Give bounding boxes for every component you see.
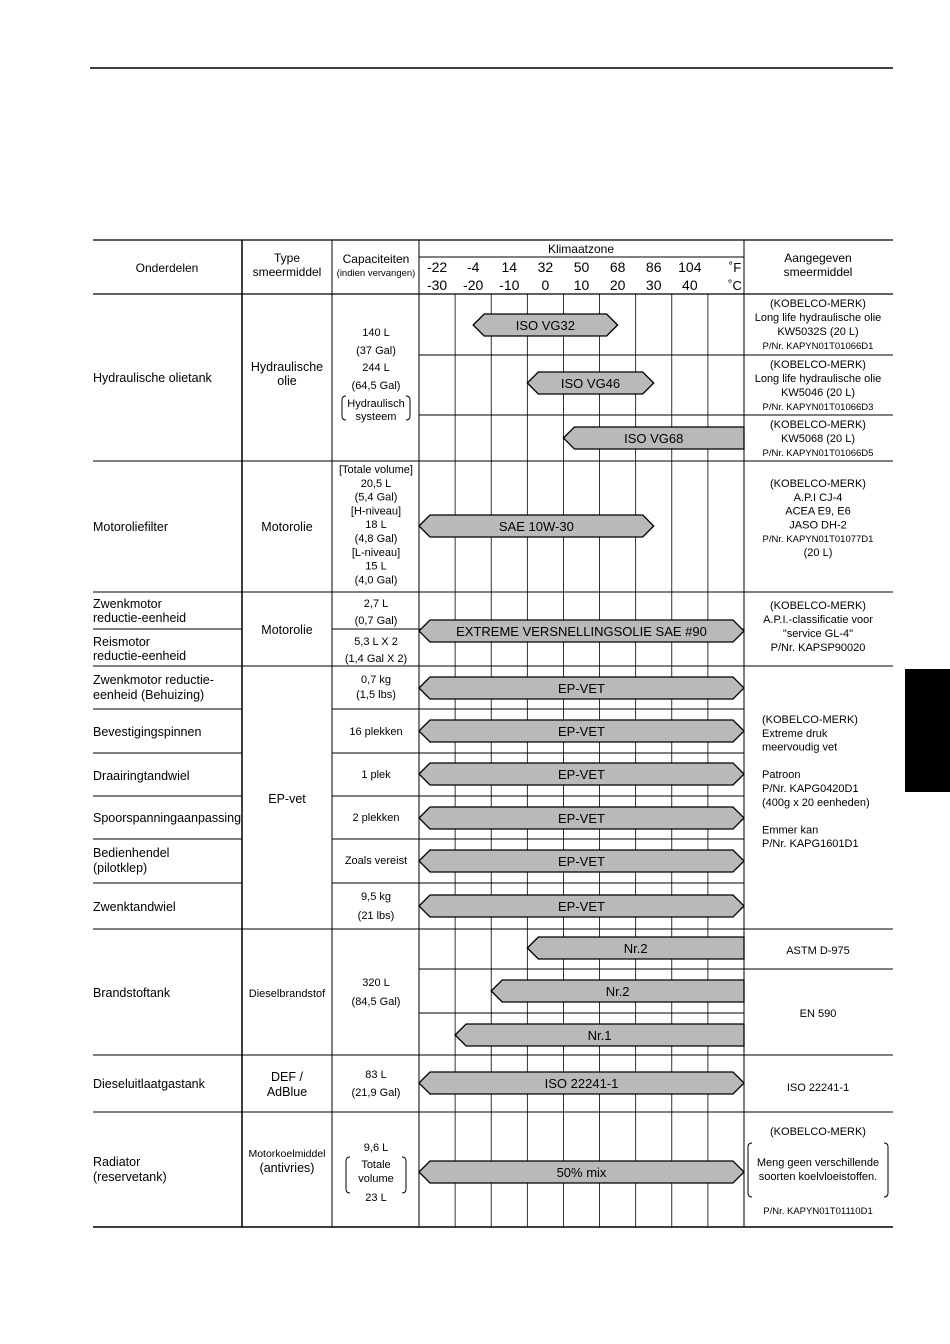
- svg-text:(37 Gal): (37 Gal): [356, 345, 396, 357]
- tick-celsius: -10: [499, 277, 520, 293]
- svg-text:(KOBELCO-MERK): (KOBELCO-MERK): [770, 359, 866, 371]
- svg-text:0,7 kg: 0,7 kg: [361, 674, 391, 686]
- capacity-line: (5,4 Gal): [354, 491, 398, 504]
- bracket-right: [406, 396, 410, 420]
- part-hydraulische-olietank: Hydraulische olietank: [93, 371, 212, 385]
- spec-en590: EN 590: [799, 1008, 837, 1020]
- svg-text:Long life hydraulische olie: Long life hydraulische olie: [754, 373, 882, 385]
- capacity-line: 18 L: [365, 519, 387, 532]
- bar-label: EP-VET: [558, 899, 605, 914]
- svg-text:83 L: 83 L: [365, 1069, 387, 1081]
- tick-fahrenheit: -4: [466, 259, 480, 275]
- svg-text:KW5068 (20 L): KW5068 (20 L): [781, 433, 855, 445]
- bar-label: ISO VG46: [560, 376, 621, 391]
- capacity-radiator: [358, 1142, 393, 1204]
- type-motorolie-gear: Motorolie: [261, 623, 313, 637]
- tick-celsius: 0: [541, 277, 550, 293]
- svg-text:P/Nr. KAPSP90020: P/Nr. KAPSP90020: [770, 642, 866, 654]
- bar-label: EP-VET: [558, 767, 605, 782]
- bar-label: Nr.2: [623, 941, 648, 956]
- temp-range-bar: [563, 427, 744, 449]
- spec-line: P/Nr. KAPYN01T01077D1: [762, 534, 874, 546]
- tick-fahrenheit: 86: [645, 259, 662, 275]
- capacity-motor-oil: [339, 464, 413, 586]
- svg-text:P/Nr. KAPYN01T01066D5: P/Nr. KAPYN01T01066D5: [762, 448, 874, 459]
- svg-text:volume: volume: [358, 1173, 394, 1185]
- type-motorolie: Motorolie: [261, 520, 313, 534]
- spec-line: (400g x 20 eenheden): [762, 796, 870, 809]
- spec-line: (KOBELCO-MERK): [762, 714, 858, 726]
- svg-text:A.P.I.-classificatie voor: A.P.I.-classificatie voor: [763, 614, 873, 626]
- svg-text:Hydraulischsysteem: Hydraulisch systeem: [347, 398, 405, 423]
- bar-label: ISO 22241-1: [544, 1076, 619, 1091]
- temp-range-bar: [527, 372, 653, 394]
- temp-range-bar: [419, 807, 744, 829]
- spec-line: Emmer kan: [762, 824, 819, 837]
- capacity-line: [H-niveau]: [350, 505, 402, 518]
- spec-astm: ASTM D-975: [786, 945, 850, 957]
- svg-text:(1,4 Gal X 2): (1,4 Gal X 2): [344, 653, 408, 665]
- svg-text:soorten koelvloeistoffen.: soorten koelvloeistoffen.: [758, 1171, 878, 1183]
- spec-radiator-note: [757, 1157, 879, 1183]
- svg-text:2 plekken: 2 plekken: [352, 812, 400, 824]
- svg-text:16 plekken: 16 plekken: [349, 726, 403, 738]
- temp-range-bar: [419, 515, 654, 537]
- header-capaciteiten-sub: (indien vervangen): [336, 268, 416, 279]
- svg-text:(21 lbs): (21 lbs): [357, 910, 395, 922]
- svg-text:(64,5 Gal): (64,5 Gal): [351, 380, 401, 392]
- capacity-gear: [345, 598, 407, 665]
- svg-text:Totale: Totale: [361, 1159, 391, 1171]
- capacity-fuel: [352, 977, 401, 1008]
- temp-range-bar: [419, 720, 744, 742]
- capacity-line: 20,5 L: [360, 477, 392, 490]
- svg-text:(0,7 Gal): (0,7 Gal): [354, 615, 398, 627]
- temp-range-bar: [419, 895, 744, 917]
- svg-text:KW5032S (20 L): KW5032S (20 L): [777, 326, 859, 338]
- svg-text:Zwenkmotorreductie-eenheid: Zwenkmotor reductie-eenheid: [93, 597, 187, 625]
- bar-label: Nr.1: [587, 1028, 612, 1043]
- capacity-line: [Totale volume]: [339, 464, 413, 476]
- spec-hydraulic: [755, 298, 882, 459]
- svg-text:320 L: 320 L: [362, 977, 390, 989]
- part-zwenkmotor-behuizing: Zwenkmotor reductie-eenheid (Behuizing): [93, 673, 214, 702]
- part-motoroliefilter: Motoroliefilter: [93, 520, 169, 534]
- part-bevestigingspinnen: Bevestigingspinnen: [93, 725, 202, 739]
- part-dieseluitlaatgastank: Dieseluitlaatgastank: [93, 1077, 205, 1091]
- spec-line: JASO DH-2: [789, 519, 847, 532]
- bar-label: 50% mix: [556, 1165, 607, 1180]
- temp-range-bar: [419, 620, 744, 642]
- bar-label: ISO VG68: [624, 431, 684, 446]
- tick-celsius: -20: [463, 277, 484, 293]
- svg-text:5,3 L X 2: 5,3 L X 2: [354, 636, 398, 648]
- svg-text:(21,9 Gal): (21,9 Gal): [351, 1087, 401, 1099]
- temp-range-bar: [419, 850, 744, 872]
- capacity-line: (4,0 Gal): [354, 574, 398, 587]
- unit-celsius: ˚C: [728, 278, 742, 293]
- temperature-scale: [427, 259, 702, 293]
- bar-label: ISO VG32: [515, 318, 576, 333]
- svg-text:(1,5 lbs): (1,5 lbs): [356, 689, 396, 701]
- temp-range-bar: [419, 763, 744, 785]
- spec-line: (20 L): [803, 547, 833, 559]
- bracket-left: [342, 396, 346, 420]
- header-onderdelen: Onderdelen: [135, 261, 199, 275]
- svg-text:2,7 L: 2,7 L: [363, 598, 389, 610]
- svg-text:P/Nr. KAPYN01T01066D1: P/Nr. KAPYN01T01066D1: [762, 341, 874, 352]
- temp-range-bar: [419, 1072, 744, 1094]
- tick-celsius: -30: [426, 277, 448, 293]
- bracket-left-spec: [748, 1143, 752, 1197]
- tick-fahrenheit: 68: [609, 259, 626, 275]
- part-reismotor-reductie: [93, 635, 186, 663]
- svg-text:(KOBELCO-MERK): (KOBELCO-MERK): [770, 298, 866, 310]
- tick-celsius: 30: [645, 277, 662, 293]
- svg-text:"service GL-4": "service GL-4": [782, 628, 854, 640]
- svg-text:23 L: 23 L: [365, 1192, 387, 1204]
- temp-range-bar: [419, 677, 744, 699]
- header-capaciteiten: Capaciteiten: [342, 252, 410, 266]
- capacity-line: [L-niveau]: [351, 546, 401, 559]
- tick-celsius: 40: [682, 277, 698, 293]
- svg-text:P/Nr. KAPYN01T01066D3: P/Nr. KAPYN01T01066D3: [762, 402, 874, 413]
- svg-text:9,6 L: 9,6 L: [363, 1142, 389, 1154]
- header-type: Type smeermiddel: [252, 251, 322, 279]
- part-zwenktandwiel: Zwenktandwiel: [93, 900, 176, 914]
- tick-celsius: 10: [573, 277, 590, 293]
- spec-ep-vet: [762, 714, 870, 850]
- bracket-right-spec: [884, 1143, 888, 1197]
- svg-text:9,5 kg: 9,5 kg: [361, 891, 391, 903]
- bar-label: EP-VET: [558, 681, 605, 696]
- tick-celsius: 20: [609, 277, 626, 293]
- bar-label: EP-VET: [558, 724, 605, 739]
- svg-text:140 L: 140 L: [362, 327, 390, 339]
- spec-gear: [763, 600, 873, 654]
- capacity-def: [352, 1069, 401, 1099]
- capacity-hydraulic: [347, 327, 404, 423]
- tick-fahrenheit: -22: [426, 259, 448, 275]
- spec-line: (KOBELCO-MERK): [770, 478, 866, 490]
- type-def-adblue: DEF / AdBlue: [266, 1070, 308, 1099]
- type-motorkoelmiddel: Motorkoelmiddel (antivries): [248, 1148, 326, 1175]
- type-hydraulische-olie: Hydraulische olie: [250, 360, 324, 388]
- tick-fahrenheit: 104: [678, 259, 702, 275]
- tick-fahrenheit: 32: [537, 259, 554, 275]
- unit-fahrenheit: ˚F: [728, 260, 742, 275]
- table-header: [136, 242, 853, 279]
- spec-line: meervoudig vet: [762, 741, 838, 754]
- svg-text:Reismotorreductie-eenheid: Reismotor reductie-eenheid: [93, 635, 187, 663]
- bracket-right-rad: [402, 1157, 406, 1193]
- part-bedienhendel: Bedienhendel (pilotklep): [93, 846, 170, 875]
- temp-range-bar: [473, 314, 617, 336]
- svg-text:KW5046 (20 L): KW5046 (20 L): [781, 387, 855, 399]
- type-dieselbrandstof: Dieselbrandstof: [248, 988, 326, 1000]
- spec-motor-oil: [763, 478, 874, 559]
- header-klimaatzone: Klimaatzone: [547, 242, 615, 256]
- capacity-line: (4,8 Gal): [354, 533, 398, 545]
- bracket-left-rad: [346, 1157, 350, 1193]
- section-thumb-tab: [905, 669, 950, 792]
- spec-kobelco-radiator: (KOBELCO-MERK): [770, 1126, 866, 1138]
- spec-line: P/Nr. KAPG1601D1: [762, 838, 859, 851]
- capacity-ep-vet: [345, 674, 407, 922]
- part-spoorspanningaanpassing: Spoorspanningaanpassing: [93, 811, 242, 825]
- temp-range-bar: [419, 1161, 744, 1183]
- bar-label: SAE 10W-30: [498, 519, 574, 534]
- spec-line: Extreme druk: [762, 727, 828, 740]
- capacity-line: 15 L: [365, 560, 387, 573]
- svg-text:(84,5 Gal): (84,5 Gal): [351, 996, 401, 1008]
- spec-line: P/Nr. KAPG0420D1: [762, 783, 859, 795]
- svg-text:1 plek: 1 plek: [361, 769, 391, 781]
- part-draairingtandwiel: Draairingtandwiel: [93, 769, 190, 783]
- spec-line: ACEA E9, E6: [785, 505, 851, 518]
- bar-label: EXTREME VERSNELLINGSOLIE SAE #90: [456, 624, 707, 639]
- bar-label: Nr.2: [605, 984, 630, 999]
- type-ep-vet: EP-vet: [268, 792, 306, 806]
- temperature-range-bars: [419, 314, 744, 1183]
- svg-text:Meng geen verschillende: Meng geen verschillende: [756, 1157, 880, 1169]
- part-brandstoftank: Brandstoftank: [93, 986, 171, 1000]
- svg-text:Zoals vereist: Zoals vereist: [344, 855, 408, 867]
- tick-fahrenheit: 50: [573, 259, 590, 275]
- svg-text:(KOBELCO-MERK): (KOBELCO-MERK): [770, 600, 866, 612]
- spec-iso22241: ISO 22241-1: [786, 1082, 850, 1094]
- svg-text:Long life hydraulische olie: Long life hydraulische olie: [754, 312, 882, 324]
- svg-text:244 L: 244 L: [362, 362, 390, 374]
- temp-range-bar: [491, 980, 744, 1002]
- spec-line: A.P.I CJ-4: [793, 491, 843, 504]
- part-radiator: Radiator (reservetank): [93, 1155, 167, 1184]
- header-aangegeven: Aangegeven smeermiddel: [783, 251, 853, 279]
- svg-text:(KOBELCO-MERK): (KOBELCO-MERK): [770, 419, 866, 431]
- part-zwenkmotor-reductie: [93, 597, 186, 625]
- temp-range-bar: [527, 937, 744, 959]
- spec-line: Patroon: [762, 769, 801, 782]
- tick-fahrenheit: 14: [501, 259, 518, 275]
- bar-label: EP-VET: [558, 854, 605, 869]
- bar-label: EP-VET: [558, 811, 605, 826]
- spec-pn-radiator: P/Nr. KAPYN01T01110D1: [763, 1206, 873, 1217]
- temp-range-bar: [455, 1024, 744, 1046]
